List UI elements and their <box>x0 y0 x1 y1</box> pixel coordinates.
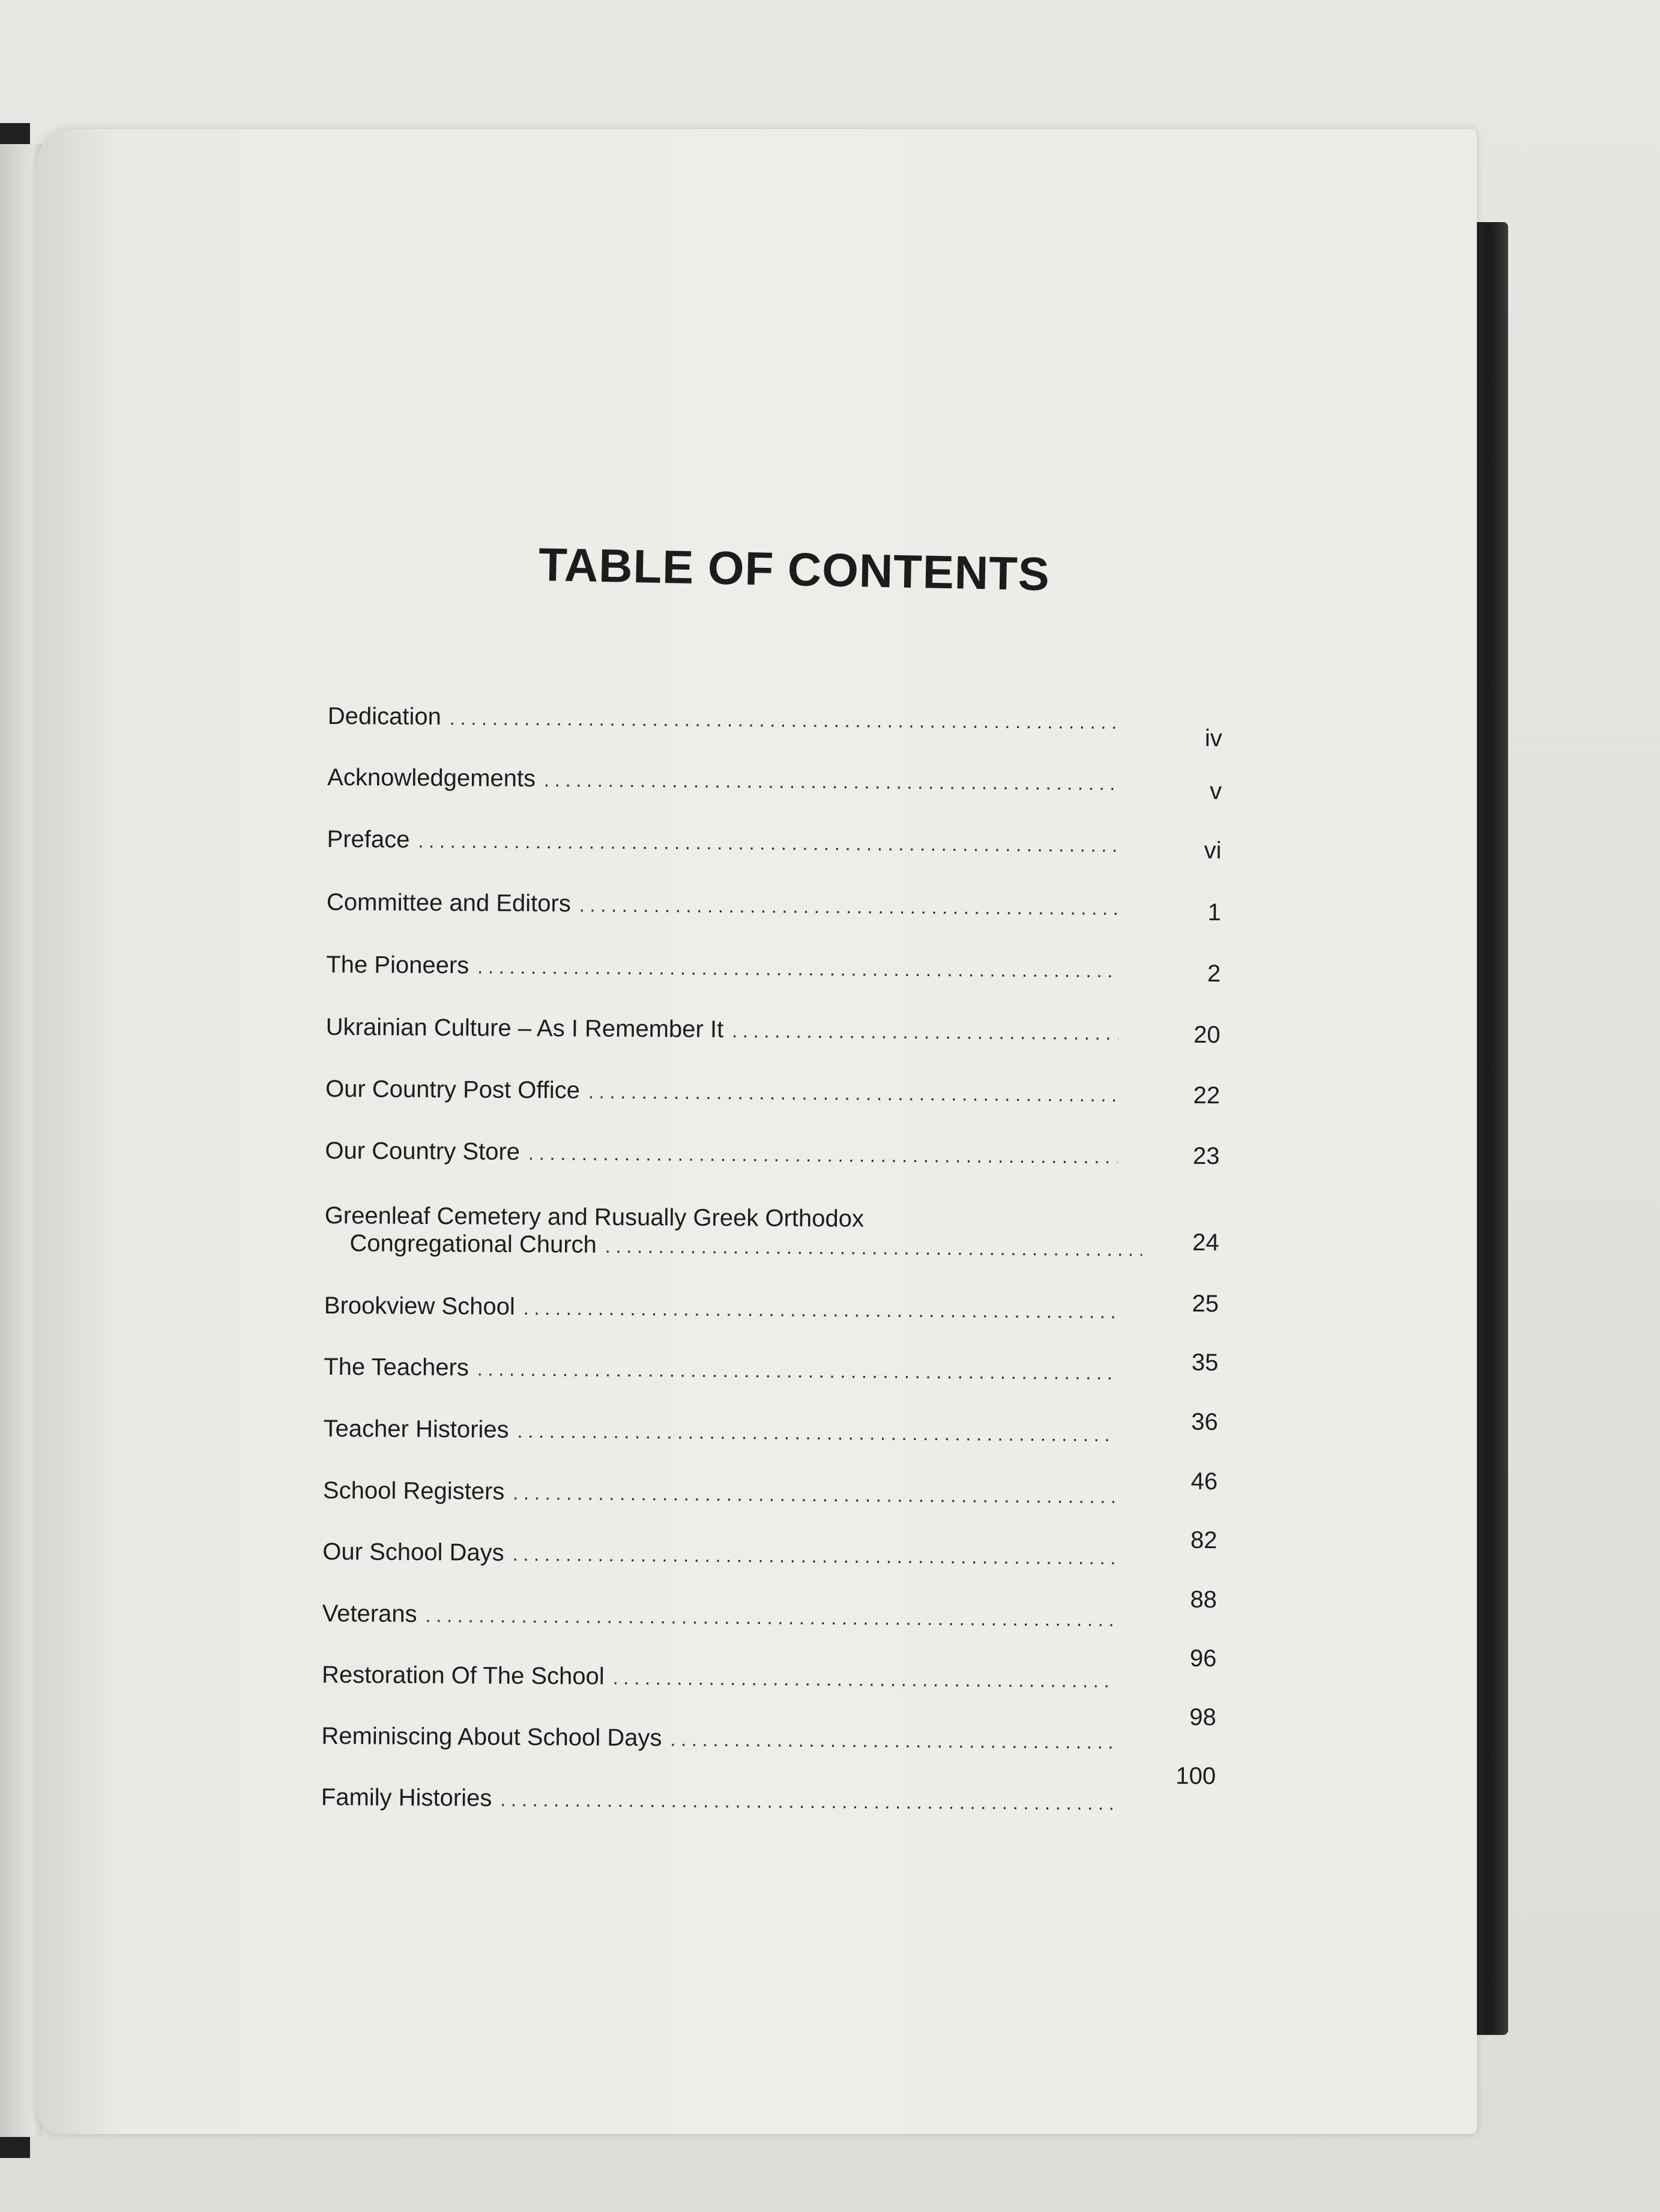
toc-entry-page: 22 <box>1193 1082 1221 1109</box>
dot-leader <box>477 953 1118 985</box>
dot-leader <box>605 1232 1142 1263</box>
toc-entry-page: 88 <box>1190 1586 1218 1614</box>
toc-entry-page: v <box>1209 777 1222 805</box>
toc-entry-label: Family Histories <box>321 1783 492 1812</box>
toc-entry-label: Restoration Of The School <box>321 1661 605 1690</box>
dot-leader <box>513 1540 1115 1572</box>
toc-entry-label: Acknowledgements <box>327 764 536 792</box>
toc-entry-page: 24 <box>1192 1229 1219 1256</box>
toc-entry-page: 100 <box>1176 1762 1216 1790</box>
dot-leader <box>513 1479 1115 1510</box>
dot-leader <box>579 891 1119 922</box>
dot-leader <box>732 1017 1118 1047</box>
toc-entry-page: 82 <box>1190 1526 1218 1554</box>
dot-leader <box>450 704 1120 736</box>
dot-leader <box>544 766 1120 797</box>
toc-entry-page: 46 <box>1191 1468 1218 1495</box>
toc-entry-label-continued: Congregational Church <box>349 1230 597 1258</box>
toc-entry-label: Teacher Histories <box>323 1415 509 1443</box>
dot-leader <box>517 1417 1115 1448</box>
toc-entry-page: 1 <box>1207 899 1222 926</box>
toc-entry-label: Greenleaf Cemetery and Rusually Greek Orthodox <box>324 1202 865 1232</box>
toc-entry <box>327 764 1222 805</box>
dot-leader <box>613 1664 1115 1695</box>
toc-entry-page: 36 <box>1191 1408 1218 1436</box>
toc-entry-label: Veterans <box>322 1600 417 1627</box>
toc-entry <box>326 951 1221 985</box>
toc-entry <box>321 1704 1216 1756</box>
toc-entry-page: 98 <box>1189 1704 1216 1731</box>
toc-entry-label: Committee and Editors <box>326 888 571 917</box>
toc-list <box>321 702 1222 1818</box>
toc-entry-label: The Pioneers <box>326 951 469 979</box>
toc-entry <box>325 1075 1220 1109</box>
book-page <box>36 129 1477 2134</box>
dot-leader <box>418 827 1119 859</box>
toc-entry <box>323 1408 1218 1449</box>
toc-entry-page: 35 <box>1191 1349 1219 1376</box>
toc-entry <box>322 1526 1218 1572</box>
toc-entry-label: Our Country Post Office <box>325 1075 581 1104</box>
toc-entry-page: 96 <box>1189 1645 1217 1672</box>
toc-entry-label: Ukrainian Culture – As I Remember It <box>325 1013 724 1043</box>
toc-entry-page: vi <box>1204 837 1222 864</box>
toc-entry-page: 2 <box>1207 960 1221 987</box>
dot-leader <box>588 1078 1118 1109</box>
toc-entry <box>326 1013 1221 1047</box>
dot-leader <box>500 1786 1114 1817</box>
toc-entry <box>322 1586 1218 1634</box>
toc-entry <box>324 1202 1219 1264</box>
toc-entry-label: Our Country Store <box>325 1137 521 1165</box>
dot-leader <box>528 1139 1118 1171</box>
dot-leader <box>477 1355 1117 1387</box>
toc-entry-page: 20 <box>1194 1021 1221 1049</box>
toc-entry <box>322 1468 1218 1511</box>
toc-entry-label: The Teachers <box>324 1353 469 1381</box>
toc-entry-label: Preface <box>327 825 410 853</box>
toc-entry <box>325 1137 1219 1171</box>
toc-entry <box>321 1645 1217 1695</box>
dot-leader <box>670 1726 1114 1756</box>
toc-entry-page: 25 <box>1192 1290 1219 1318</box>
toc-entry <box>324 1292 1219 1326</box>
toc-entry-label: Reminiscing About School Days <box>321 1722 662 1752</box>
toc-entry-label: Our School Days <box>322 1538 504 1566</box>
toc-entry <box>321 1762 1216 1818</box>
toc-entry-label: School Registers <box>322 1477 505 1505</box>
toc-entry <box>324 1349 1219 1387</box>
toc-entry-page: 23 <box>1192 1142 1220 1170</box>
toc-entry-label: Brookview School <box>324 1292 515 1320</box>
toc-entry-label: Dedication <box>327 703 442 731</box>
dot-leader <box>425 1602 1114 1633</box>
dot-leader <box>524 1294 1117 1325</box>
toc-entry <box>326 888 1222 926</box>
page-title: TABLE OF CONTENTS <box>538 537 1051 601</box>
toc-entry <box>327 825 1222 864</box>
toc-entry-page: iv <box>1204 725 1222 752</box>
toc-entry <box>327 702 1222 752</box>
